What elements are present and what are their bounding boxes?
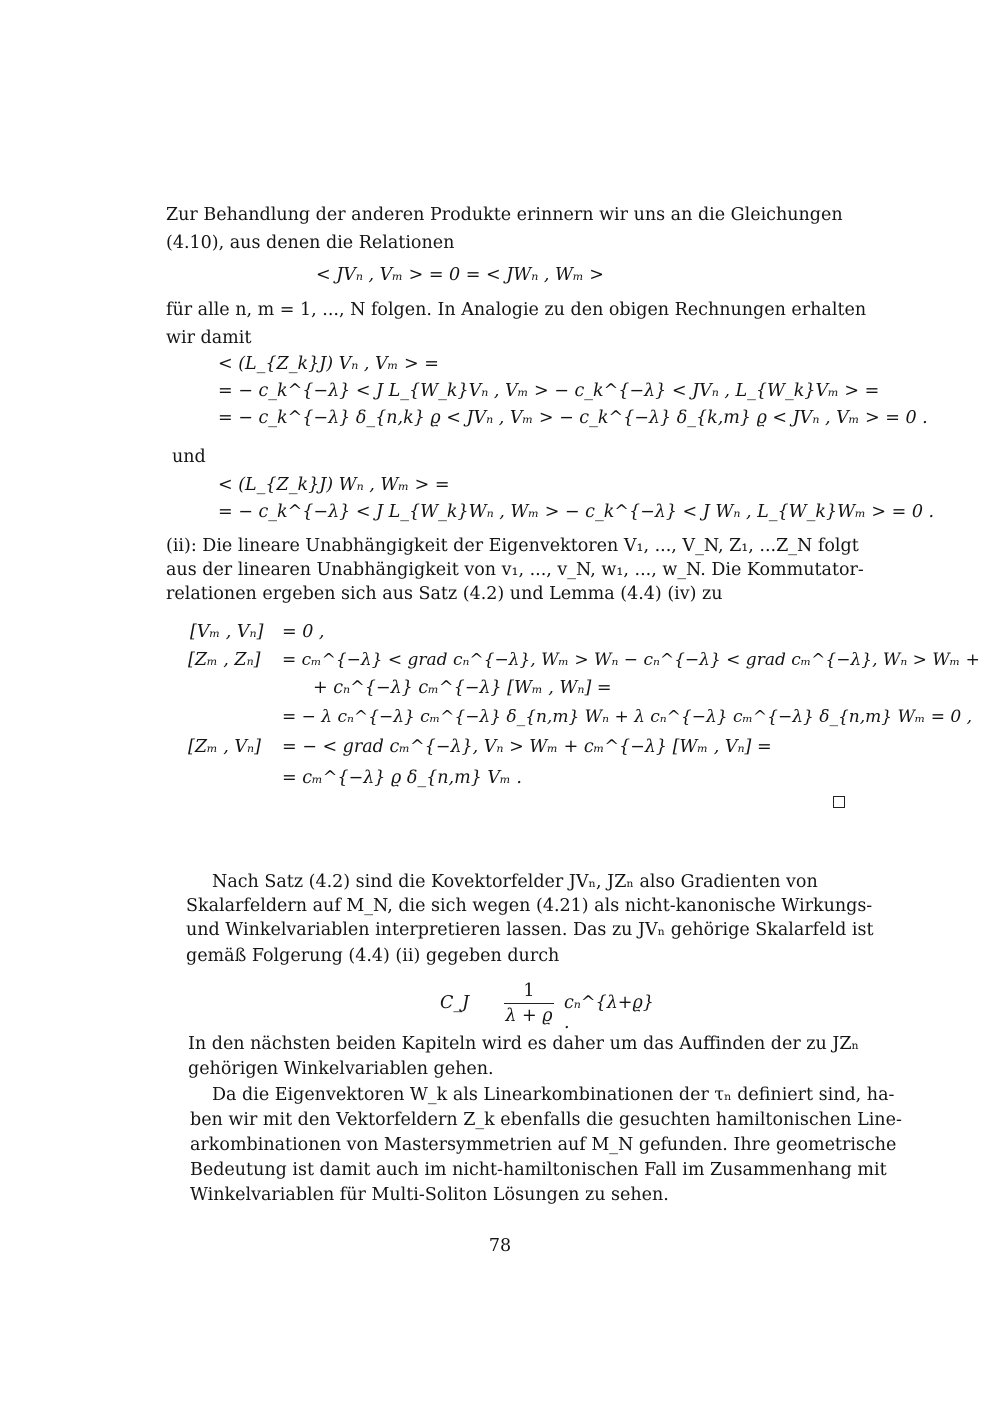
paragraph-6-line-2: ben wir mit den Vektorfeldern Z_k ebenfalls die gesuchten hamiltonischen Line- (190, 1110, 902, 1130)
equation-4-lhs-5: [Zₘ , Vₙ] (188, 737, 261, 757)
page-number: 78 (488, 1236, 512, 1256)
paragraph-6-line-5: Winkelvariablen für Multi-Soliton Lösungen zu sehen. (190, 1185, 669, 1205)
paragraph-4-line-1: Nach Satz (4.2) sind die Kovektorfelder JVₙ, JZₙ also Gradienten von (212, 872, 818, 892)
equation-3-line-2: = − c_k^{−λ} < J L_{W_k}Wₙ , Wₘ > − c_k^{−λ} < J Wₙ , L_{W_k}Wₘ > = 0 . (218, 502, 935, 522)
equation-2-line-1: < (L_{Z_k}J) Vₙ , Vₘ > = (218, 354, 439, 374)
equation-4-rhs-5: = − < grad cₘ^{−λ}, Vₙ > Wₘ + cₘ^{−λ} [Wₘ , Vₙ] = (282, 737, 772, 757)
paragraph-6-line-1: Da die Eigenvektoren W_k als Linearkombinationen der τₙ definiert sind, ha- (212, 1085, 895, 1105)
equation-4-rhs-6: = cₘ^{−λ} ϱ δ_{n,m} Vₘ . (282, 768, 522, 788)
paragraph-4-line-3: und Winkelvariablen interpretieren lassen. Das zu JVₙ gehörige Skalarfeld ist (186, 920, 874, 940)
paragraph-6-line-4: Bedeutung ist damit auch im nicht-hamiltonischen Fall im Zusammenhang mit (190, 1160, 887, 1180)
paragraph-6-line-3: arkombinationen von Mastersymmetrien auf M_N gefunden. Ihre geometrische (190, 1135, 897, 1155)
paragraph-3-line-3: relationen ergeben sich aus Satz (4.2) und Lemma (4.4) (iv) zu (166, 584, 723, 604)
equation-4-rhs-2: = cₘ^{−λ} < grad cₙ^{−λ}, Wₘ > Wₙ − cₙ^{−λ} < grad cₘ^{−λ}, Wₙ > Wₘ + (282, 650, 980, 670)
equation-3-line-1: < (L_{Z_k}J) Wₙ , Wₘ > = (218, 475, 450, 495)
equation-5-cn: cₙ^{λ+ϱ} . (564, 993, 654, 1033)
paragraph-4-line-4: gemäß Folgerung (4.4) (ii) gegeben durch (186, 946, 560, 966)
paragraph-4-line-2: Skalarfeldern auf M_N, die sich wegen (4.21) als nicht-kanonische Wirkungs- (186, 896, 873, 916)
equation-5-denominator: λ + ϱ (505, 1006, 553, 1026)
equation-5-numerator: 1 (523, 981, 535, 1001)
equation-4-rhs-1: = 0 , (282, 622, 325, 642)
und-text: und (172, 447, 206, 467)
equation-2-line-3: = − c_k^{−λ} δ_{n,k} ϱ < JVₙ , Vₘ > − c_k^{−λ} δ_{k,m} ϱ < JVₙ , Vₘ > = 0 . (218, 408, 928, 428)
paragraph-3-line-1: (ii): Die lineare Unabhängigkeit der Eigenvektoren V₁, ..., V_N, Z₁, ...Z_N folgt (166, 536, 859, 556)
paragraph-2-line-2: wir damit (166, 328, 252, 348)
equation-4-rhs-3: + cₙ^{−λ} cₘ^{−λ} [Wₘ , Wₙ] = (313, 678, 612, 698)
paragraph-1-line-1: Zur Behandlung der anderen Produkte erinnern wir uns an die Gleichungen (166, 205, 843, 225)
paragraph-3-line-2: aus der linearen Unabhängigkeit von v₁, ..., v_N, w₁, ..., w_N. Die Kommutator- (166, 560, 864, 580)
paragraph-2-line-1: für alle n, m = 1, ..., N folgen. In Analogie zu den obigen Rechnungen erhalten (166, 300, 867, 320)
paragraph-1-line-2: (4.10), aus denen die Relationen (166, 233, 455, 253)
qed-square-icon (833, 796, 845, 808)
equation-1: < JVₙ , Vₘ > = 0 = < JWₙ , Wₘ > (316, 265, 604, 285)
paragraph-5-line-1: In den nächsten beiden Kapiteln wird es daher um das Auffinden der zu JZₙ (188, 1034, 860, 1054)
equation-4-lhs-2: [Zₘ , Zₙ] (188, 650, 261, 670)
equation-2-line-2: = − c_k^{−λ} < J L_{W_k}Vₙ , Vₘ > − c_k^{−λ} < JVₙ , L_{W_k}Vₘ > = (218, 381, 880, 401)
paragraph-5-line-2: gehörigen Winkelvariablen gehen. (188, 1059, 494, 1079)
fraction-bar (504, 1003, 554, 1004)
equation-4-lhs-1: [Vₘ , Vₙ] (190, 622, 264, 642)
equation-4-rhs-4: = − λ cₙ^{−λ} cₘ^{−λ} δ_{n,m} Wₙ + λ cₙ^{−λ} cₘ^{−λ} δ_{n,m} Wₘ = 0 , (282, 707, 973, 727)
equation-5-cj: C_J (440, 993, 470, 1013)
